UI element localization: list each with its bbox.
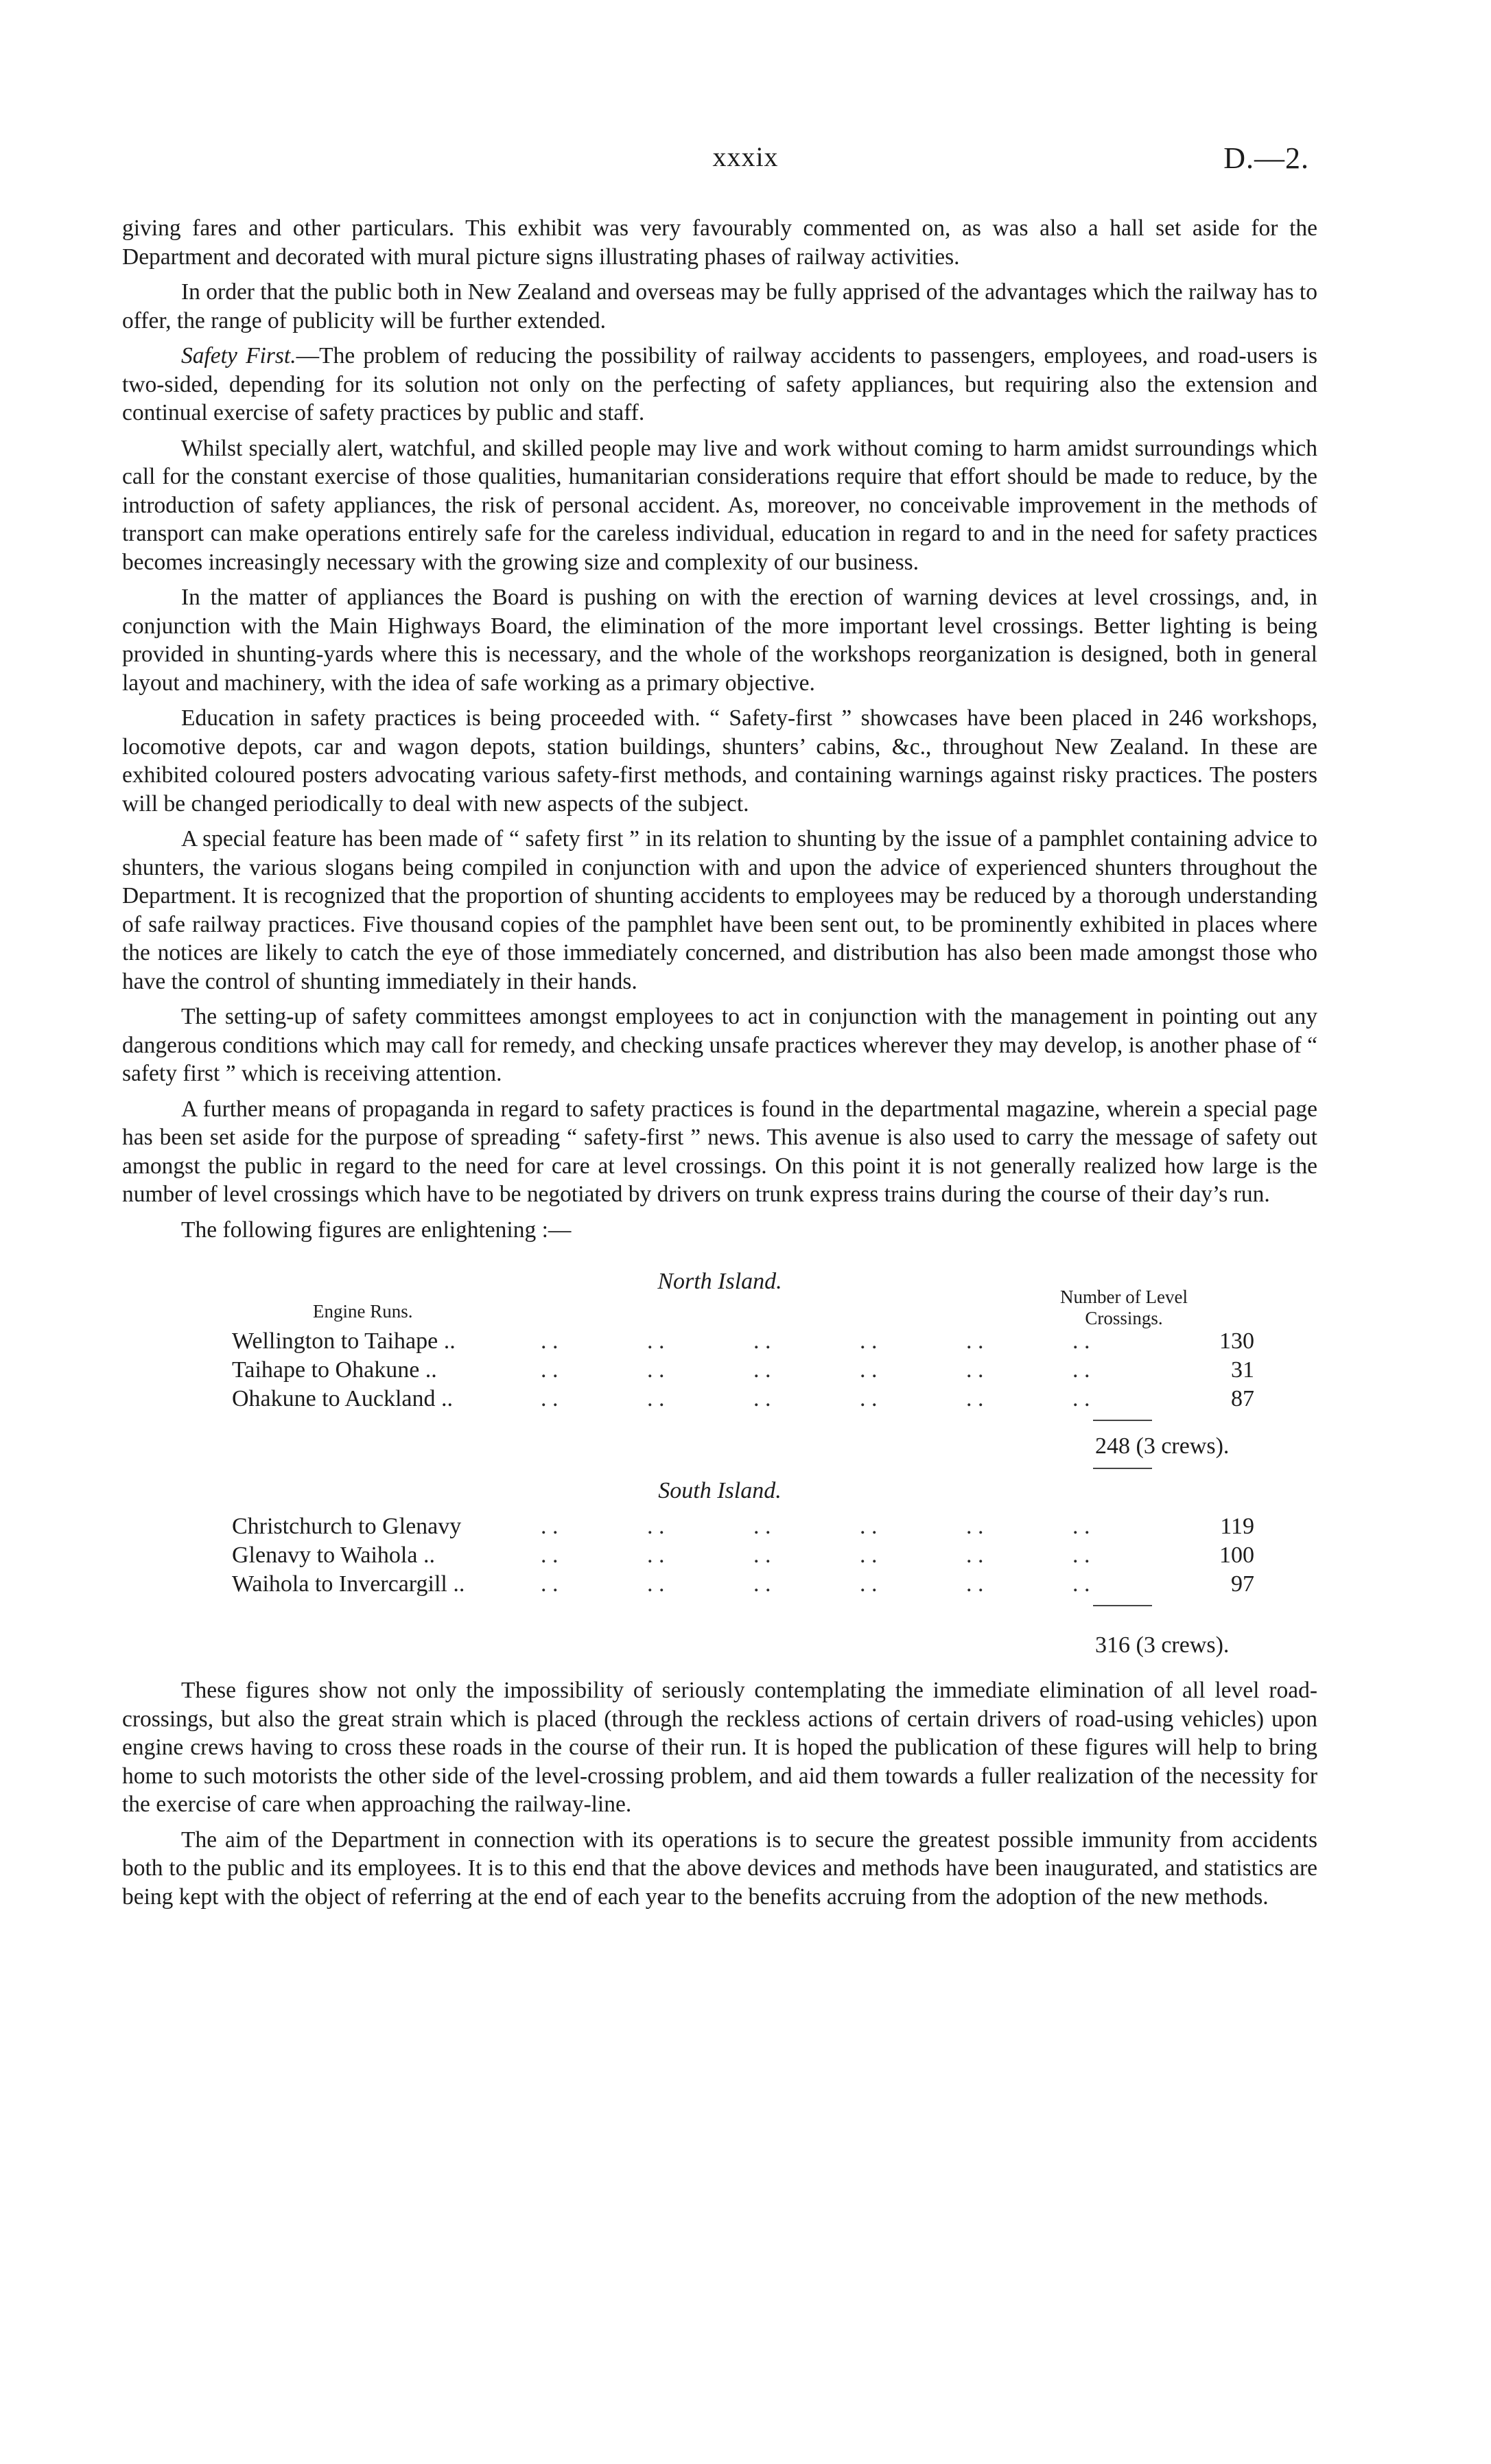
run-name: Glenavy to Waihola ..	[232, 1542, 435, 1568]
paragraph-10: The following figures are enlightening :—	[181, 1217, 572, 1243]
paragraph-9: A further means of propaganda in regard to safety practices is found in the departmental magazine, wherein a special page has been set aside for the purpose of spreading “ safety-first ” news. This avenue is also used to carry the message of safety out amongst the public in regard to the need for care at level crossings. On this point it is not generally realized how large is the number of level crossings which have to be negotiated by drivers on trunk express trains during the course of their day’s run.	[122, 1096, 1317, 1207]
table-row	[232, 1512, 1261, 1540]
paragraph-5: In the matter of appliances the Board is pushing on with the erection of warning devices at level crossings, and, in conjunction with the Main Highways Board, the elimination of the more important level crossings. Better lighting is being provided in shunting-yards where this is necessary, and the whole of the workshops reorganization is designed, both in general layout and machinery, with the idea of safe working as a primary objective.	[122, 585, 1317, 696]
level-crossings-column-header: Number of Level Crossings.	[1060, 1287, 1188, 1328]
crossing-count: 87	[1231, 1386, 1254, 1411]
engine-runs-column-header: Engine Runs.	[313, 1301, 413, 1322]
crossing-count: 130	[1219, 1328, 1254, 1354]
south-island-total: 316 (3 crews).	[1095, 1632, 1230, 1658]
table-row	[232, 1327, 1261, 1354]
paragraph-2: In order that the public both in New Zealand and overseas may be fully apprised of the advantages which the railway has to offer, the range of publicity will be further extended.	[122, 279, 1317, 333]
paragraph-12: The aim of the Department in connection with its operations is to secure the greatest possible immunity from accidents both to the public and its employees. It is to this end that the above devices and methods have been inaugurated, and statistics are being kept with the object of referring at the end of each year to the benefits accruing from the adoption of the new methods.	[122, 1827, 1317, 1910]
dot-leaders: . . . . . . . . . . . .	[541, 1357, 1090, 1383]
dot-leaders: . . . . . . . . . . . .	[541, 1514, 1090, 1539]
run-name: Christchurch to Glenavy	[232, 1514, 462, 1539]
table-row	[232, 1385, 1261, 1412]
run-name: Waihola to Invercargill ..	[232, 1571, 465, 1597]
paragraph-11: These figures show not only the impossibility of seriously contemplating the immediate elimination of all level road-crossings, but also the great strain which is placed (through the reckless actions of certain drivers of road-using vehicles) upon engine crews having to cross these roads in the course of their run. It is hoped the publication of these figures will help to bring home to such motorists the other side of the level-crossing problem, and aid them towards a fuller realization of the necessity for the exercise of care when approaching the railway-line.	[122, 1678, 1317, 1817]
paragraph-3-text: —The problem of reducing the possibility of railway accidents to passengers, employees, and road-users is two-sided, depending for its solution not only on the perfecting of safety appliances, but requiring also the extension and continual exercise of safety practices by public and staff.	[122, 343, 1317, 425]
dot-leaders: . . . . . . . . . . . .	[541, 1386, 1090, 1411]
paragraph-4: Whilst specially alert, watchful, and skilled people may live and work without coming to harm amidst surroundings which call for the constant exercise of those qualities, humanitarian considerations require that effort should be made to reduce, by the introduction of safety appliances, the risk of personal accident. As, moreover, no conceivable improvement in the methods of transport can make operations entirely safe for the careless individual, education in regard to and in the need for safety practices becomes increasingly necessary with the growing size and complexity of our business.	[122, 435, 1317, 575]
south-island-heading: South Island.	[658, 1478, 782, 1503]
north-island-total: 248 (3 crews).	[1095, 1433, 1230, 1459]
page-number: xxxix	[712, 141, 779, 172]
dot-leaders: . . . . . . . . . . . .	[541, 1328, 1090, 1354]
paragraph-7: A special feature has been made of “ safety first ” in its relation to shunting by the issue of a pamphlet containing advice to shunters, the various slogans being compiled in conjunction with and upon the advice of experienced shunters throughout the Department. It is recognized that the proportion of shunting accidents to employees may be reduced by a thorough understanding of safe railway practices. Five thousand copies of the pamphlet have been sent out, to be prominently exhibited in places where the notices are likely to catch the eye of those immediately concerned, and distribution has also been made amongst those who have the control of shunting immediately in their hands.	[122, 826, 1317, 994]
document-reference: D.—2.	[1223, 141, 1309, 175]
crossing-count: 31	[1231, 1357, 1254, 1383]
sum-rule	[1093, 1420, 1152, 1421]
run-name: Wellington to Taihape ..	[232, 1328, 456, 1354]
paragraph-8: The setting-up of safety committees amongst employees to act in conjunction with the management in pointing out any dangerous conditions which may call for remedy, and checking unsafe practices wherever they may develop, is another phase of “ safety first ” which is receiving attention.	[122, 1004, 1317, 1086]
dot-leaders: . . . . . . . . . . . .	[541, 1542, 1090, 1568]
sum-rule	[1093, 1468, 1152, 1469]
page-header	[0, 141, 1491, 182]
sum-rule	[1093, 1605, 1152, 1606]
section-heading-safety-first: Safety First.	[181, 343, 296, 368]
run-name: Ohakune to Auckland ..	[232, 1386, 453, 1411]
table-row	[232, 1541, 1261, 1569]
crossing-count: 119	[1220, 1514, 1254, 1539]
crossing-count: 97	[1231, 1571, 1254, 1597]
crossing-count: 100	[1219, 1542, 1254, 1568]
table-row	[232, 1356, 1261, 1383]
paragraph-6: Education in safety practices is being proceeded with. “ Safety-first ” showcases have been placed in 246 workshops, locomotive depots, car and wagon depots, station buildings, shunters’ cabins, &c., throughout New Zealand. In these are exhibited coloured posters advocating various safety-first methods, and containing warnings against risky practices. The posters will be changed periodically to deal with new aspects of the subject.	[122, 705, 1317, 817]
paragraph-1: giving fares and other particulars. This exhibit was very favourably commented on, as was also a hall set aside for the Department and decorated with mural picture signs illustrating phases of railway activities.	[122, 215, 1317, 270]
engine-runs-table	[122, 1267, 1317, 1672]
dot-leaders: . . . . . . . . . . . .	[541, 1571, 1090, 1597]
body-text	[122, 214, 1317, 1918]
table-row	[232, 1570, 1261, 1597]
paragraph-3	[122, 342, 1317, 427]
run-name: Taihape to Ohakune ..	[232, 1357, 437, 1383]
north-island-heading: North Island.	[657, 1269, 782, 1294]
